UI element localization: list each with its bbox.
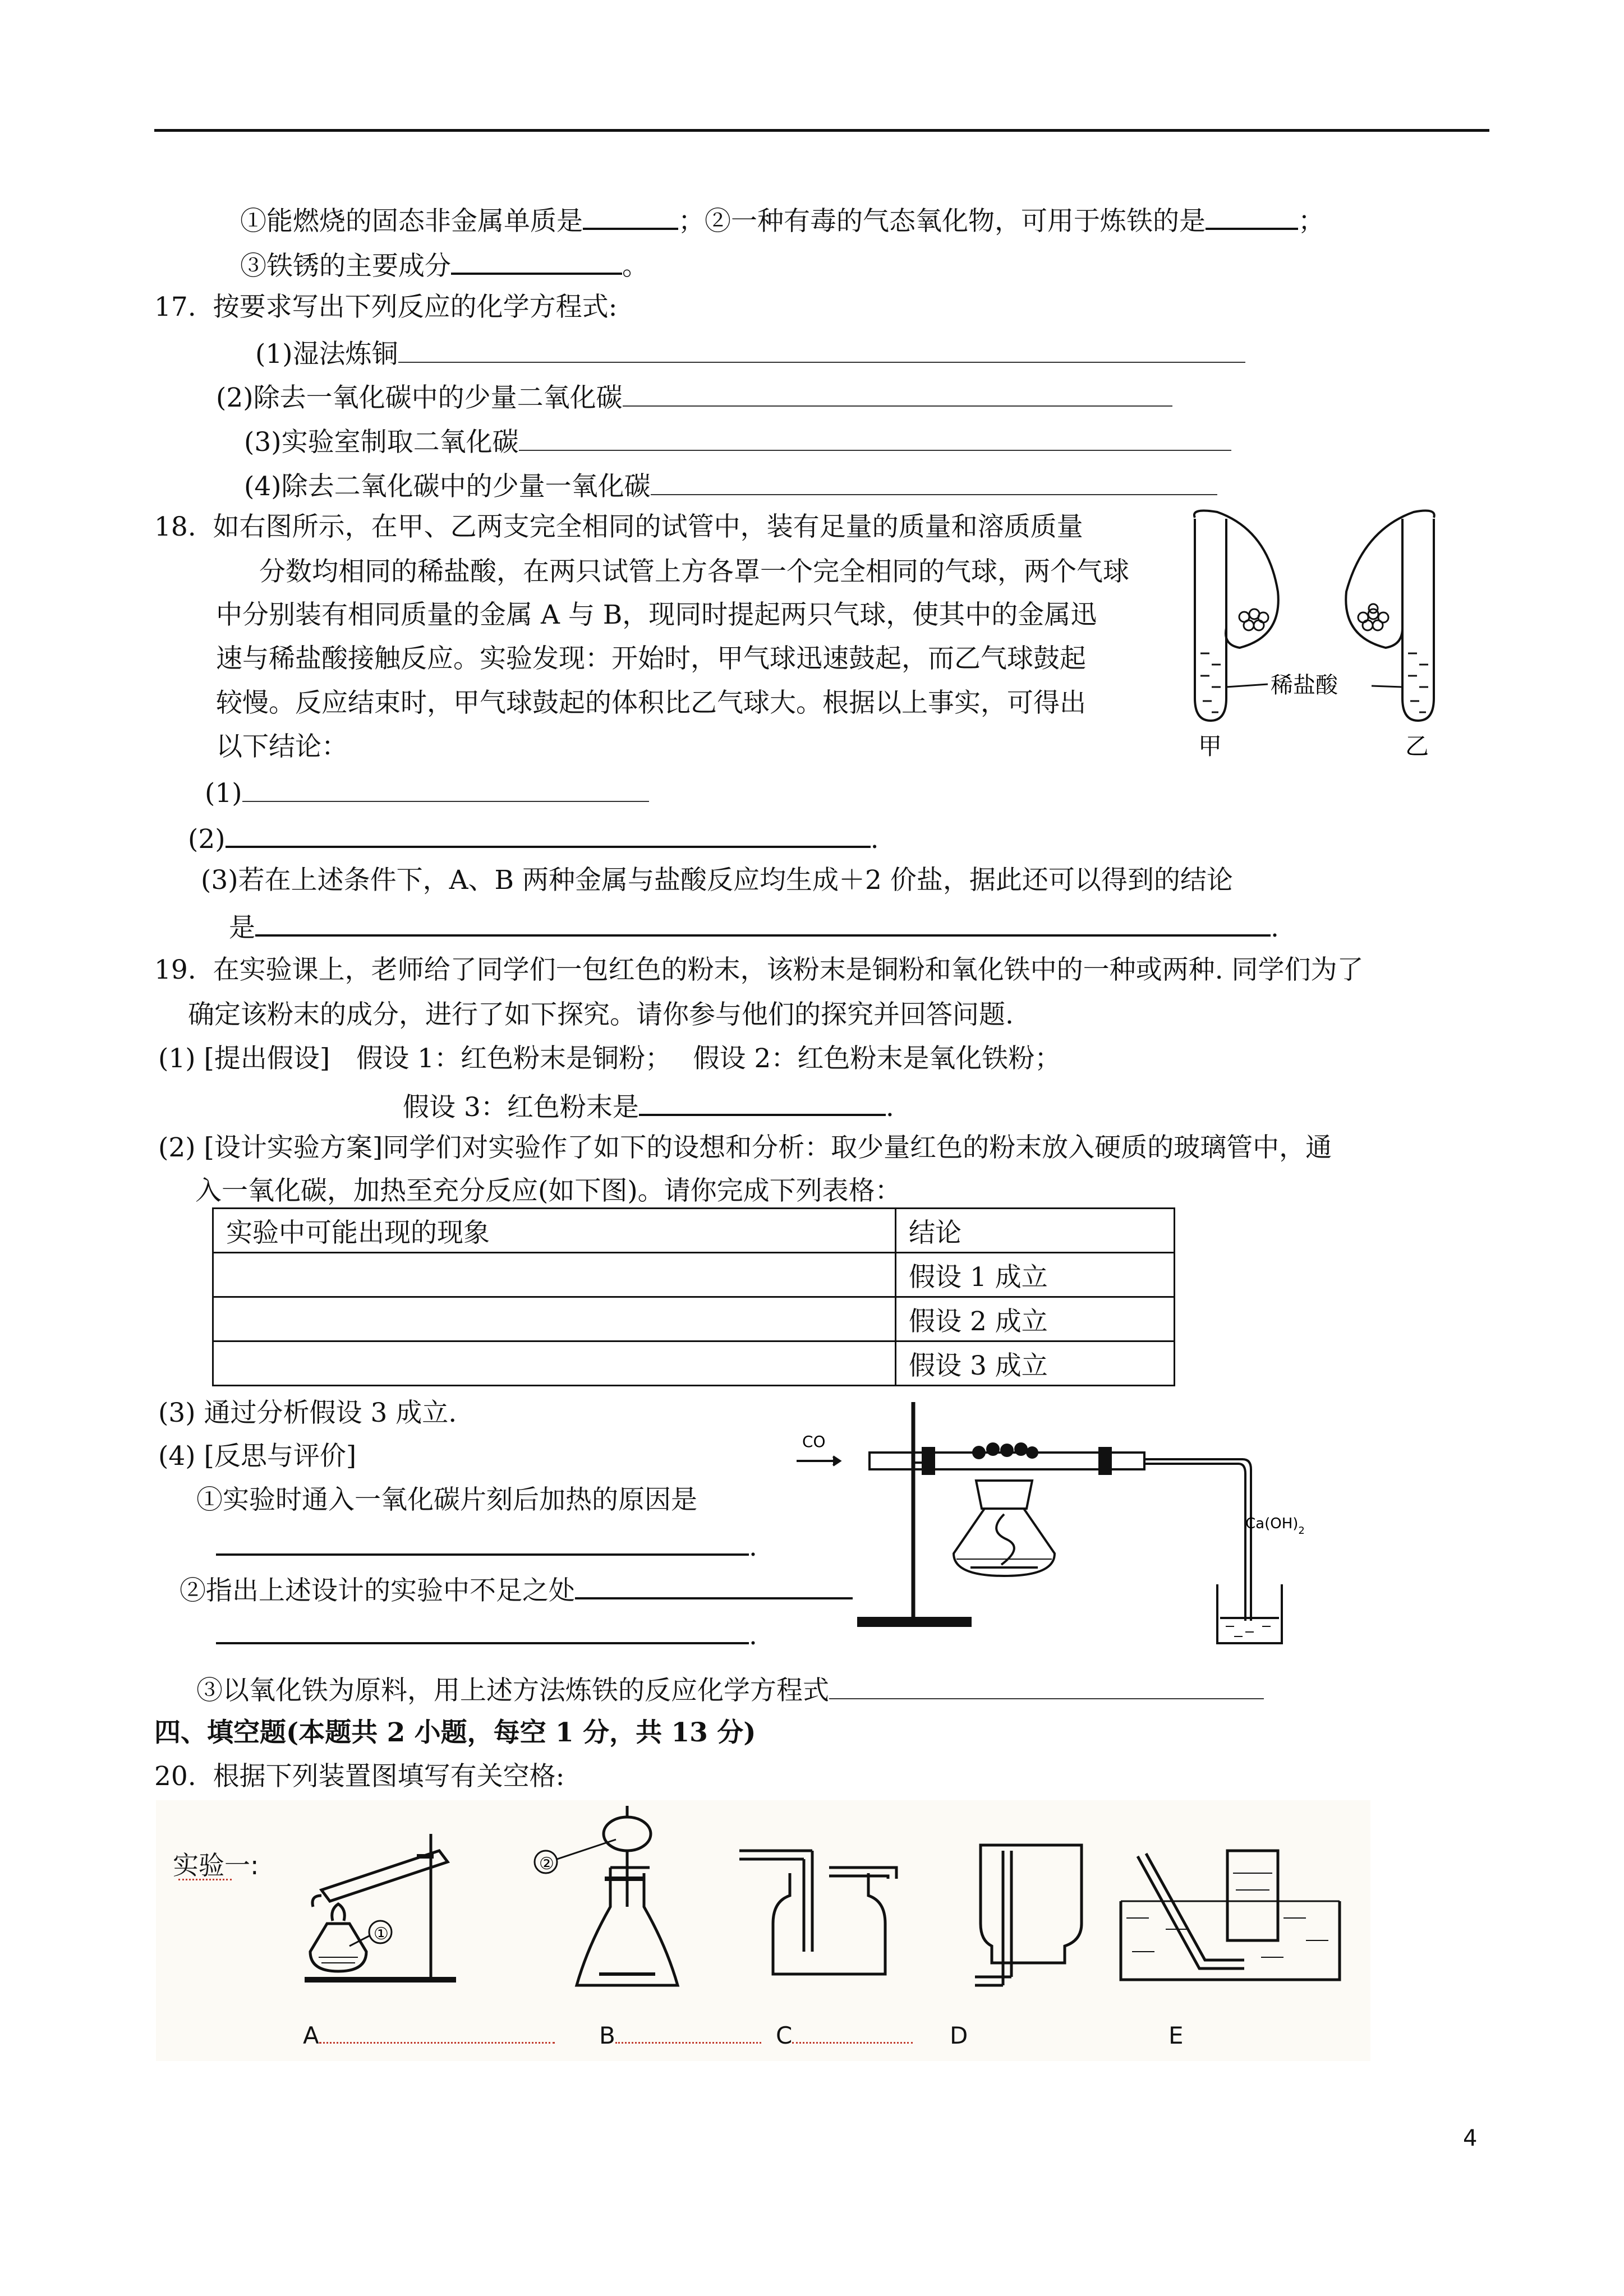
q18-line-3: 中分别装有相同质量的金属 A 与 B，现同时提起两只气球，使其中的金属迅 xyxy=(216,600,1097,630)
tube-jia-label: 甲 xyxy=(1198,732,1222,760)
q18-line-6: 以下结论： xyxy=(216,731,348,762)
answer-blank[interactable] xyxy=(583,201,678,230)
conclusion-cell: 假设 3 成立 xyxy=(896,1341,1175,1386)
q18-line-5: 较慢。反应结束时，甲气球鼓起的体积比乙气球大。根据以上事实，可得出 xyxy=(216,688,1086,718)
q19-part-4a: ①实验时通入一氧化碳片刻后加热的原因是 xyxy=(196,1484,697,1515)
q18-line-4: 速与稀盐酸接触反应。实验发现：开始时，甲气球迅速鼓起，而乙气球鼓起 xyxy=(216,643,1086,674)
q17-stem: 17. 按要求写出下列反应的化学方程式: xyxy=(154,292,618,322)
q20-stem: 20. 根据下列装置图填写有关空格: xyxy=(154,1761,565,1792)
answer-dots[interactable] xyxy=(792,2042,913,2044)
q19-part-4a-line: . xyxy=(216,1527,757,1564)
answer-blank[interactable] xyxy=(1206,201,1298,230)
answer-blank[interactable] xyxy=(255,907,1271,937)
q17-item-4: (4)除去二氧化碳中的少量一氧化碳 xyxy=(244,467,1217,504)
answer-line[interactable] xyxy=(398,335,1245,363)
q18-conclusion-3: (3)若在上述条件下，A、B 两种金属与盐酸反应均生成＋2 价盐，据此还可以得到的结论 xyxy=(201,865,1233,896)
phenomenon-cell[interactable] xyxy=(213,1297,896,1341)
marker-2: ② xyxy=(539,1854,554,1874)
table-header-cell: 实验中可能出现的现象 xyxy=(213,1209,896,1253)
q19-part-4: (4) [反思与评价] xyxy=(158,1441,357,1472)
test-tubes-figure xyxy=(1178,508,1459,766)
q19-part-2: (2) [设计实验方案]同学们对实验作了如下的设想和分析：取少量红色的粉末放入硬质的玻璃管中，通 xyxy=(158,1132,1332,1163)
answer-blank[interactable] xyxy=(639,1087,886,1116)
apparatus-a xyxy=(288,1811,490,1997)
answer-line[interactable] xyxy=(242,774,649,802)
label-c: C xyxy=(776,2022,913,2050)
phenomenon-cell[interactable] xyxy=(213,1253,896,1297)
answer-line[interactable] xyxy=(519,423,1231,451)
page-number: 4 xyxy=(1463,2126,1478,2151)
tube-yi-label: 乙 xyxy=(1405,732,1429,760)
table-row xyxy=(213,1253,1175,1297)
q16-line1: ①能燃烧的固态非金属单质是 ；②一种有毒的气态氧化物，可用于炼铁的是 ； xyxy=(240,201,1324,238)
q18-conclusion-2: (2) . xyxy=(188,819,879,856)
label-a: A xyxy=(303,2022,555,2050)
q19-stem-2: 确定该粉末的成分，进行了如下探究。请你参与他们的探究并回答问题. xyxy=(188,999,1014,1030)
q17-item-3: (3)实验室制取二氧化碳 xyxy=(244,423,1231,459)
q18-line-2: 分数均相同的稀盐酸，在两只试管上方各罩一个完全相同的气球，两个气球 xyxy=(259,556,1129,587)
table-header-cell: 结论 xyxy=(896,1209,1175,1253)
marker-1: ① xyxy=(374,1924,389,1944)
answer-blank[interactable] xyxy=(451,246,622,275)
q19-part-2b: 入一氧化碳，加热至充分反应(如下图)。请你完成下列表格： xyxy=(195,1175,901,1206)
label-b: B xyxy=(599,2022,761,2050)
acid-label: 稀盐酸 xyxy=(1271,672,1338,698)
underline-mark xyxy=(178,1879,232,1880)
co-label: CO xyxy=(802,1432,826,1451)
apparatus-b xyxy=(521,1800,678,2002)
answer-dots[interactable] xyxy=(615,2042,761,2044)
q18-line-1: 18. 如右图所示，在甲、乙两支完全相同的试管中，装有足量的质量和溶质质量 xyxy=(154,511,1083,542)
q19-part-1b: 假设 3：红色粉末是 . xyxy=(403,1087,894,1124)
apparatus-c xyxy=(734,1834,913,1980)
q19-part-4c: ③以氧化铁为原料，用上述方法炼铁的反应化学方程式 xyxy=(196,1671,1264,1708)
table-header-row xyxy=(213,1209,1175,1253)
q17-item-2: (2)除去一氧化碳中的少量二氧化碳 xyxy=(216,379,1172,415)
answer-line[interactable] xyxy=(651,467,1217,495)
experiment-label: 实验一: xyxy=(173,1850,259,1880)
co-reduction-apparatus xyxy=(785,1396,1318,1654)
answer-blank[interactable] xyxy=(216,1527,749,1556)
apparatus-strip xyxy=(156,1800,1370,2061)
label-d: D xyxy=(950,2022,968,2049)
phenomenon-cell[interactable] xyxy=(213,1341,896,1386)
header-rule xyxy=(154,129,1489,132)
apparatus-e xyxy=(1115,1839,1351,1991)
answer-dots[interactable] xyxy=(319,2042,555,2044)
answer-line[interactable] xyxy=(623,379,1172,407)
answer-blank[interactable] xyxy=(226,819,871,848)
q17-item-1: (1)湿法炼铜 xyxy=(255,335,1245,371)
results-table xyxy=(212,1207,1175,1386)
section-4-title: 四、填空题(本题共 2 小题，每空 1 分，共 13 分) xyxy=(154,1717,756,1748)
q18-conclusion-3b: 是 . xyxy=(229,907,1279,945)
answer-line[interactable] xyxy=(829,1671,1264,1699)
q19-part-4b-line: . xyxy=(216,1615,757,1653)
conclusion-cell: 假设 2 成立 xyxy=(896,1297,1175,1341)
q19-stem-1: 19. 在实验课上，老师给了同学们一包红色的粉末，该粉末是铜粉和氧化铁中的一种或两种. 同学们为了 xyxy=(154,955,1364,985)
table-row xyxy=(213,1341,1175,1386)
q18-conclusion-1: (1) xyxy=(205,774,649,810)
table-row xyxy=(213,1297,1175,1341)
limewater-label: $Ca(OH)_2$ xyxy=(1245,1515,1305,1537)
answer-blank[interactable] xyxy=(216,1615,749,1644)
q19-part-4b: ②指出上述设计的实验中不足之处 xyxy=(180,1570,853,1608)
conclusion-cell: 假设 1 成立 xyxy=(896,1253,1175,1297)
q19-part-3: (3) 通过分析假设 3 成立. xyxy=(158,1398,457,1428)
q16-line2: ③铁锈的主要成分 。 xyxy=(240,246,648,283)
apparatus-d xyxy=(969,1834,1104,1997)
q19-part-1: (1) [提出假设] 假设 1：红色粉末是铜粉； 假设 2：红色粉末是氧化铁粉； xyxy=(158,1043,1061,1074)
label-e: E xyxy=(1168,2022,1184,2049)
